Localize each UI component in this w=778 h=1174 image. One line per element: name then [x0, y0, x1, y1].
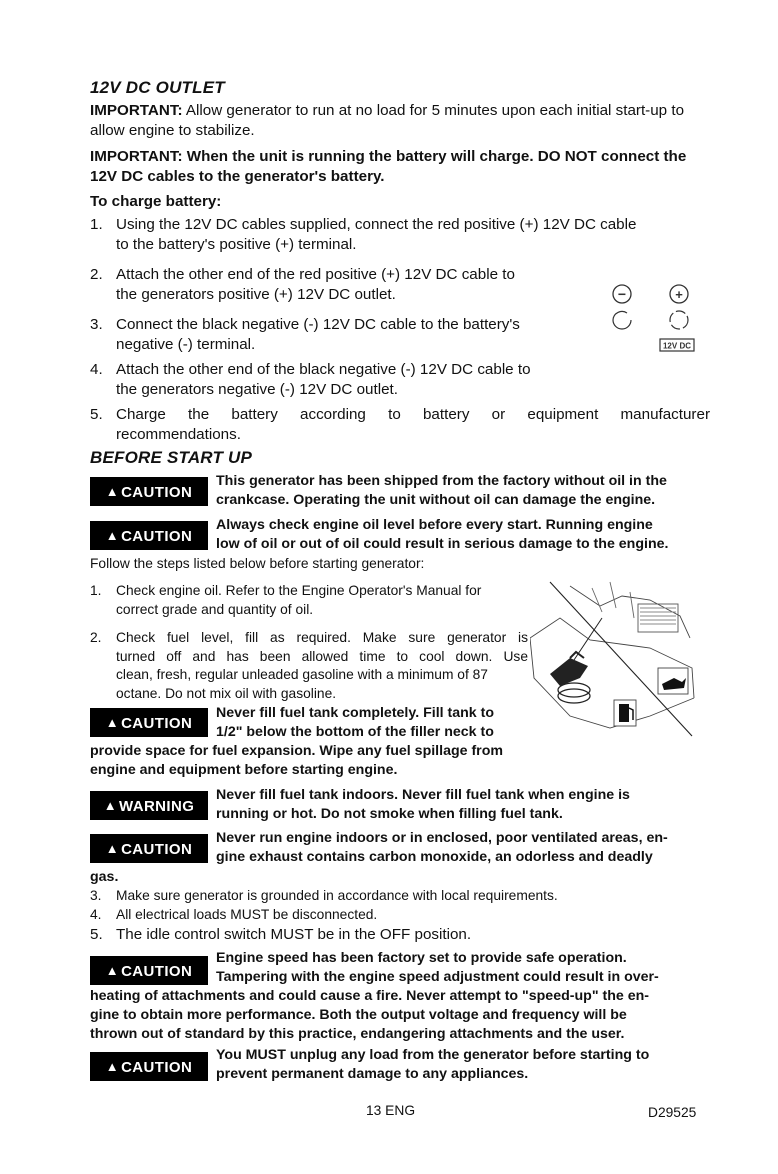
warning-triangle-icon: ▲ [105, 528, 120, 543]
step-line: recommendations. [116, 426, 241, 443]
dc-outlet-diagram [600, 272, 696, 356]
caution-fill-tank-cont [90, 742, 610, 780]
important-note-2: IMPORTANT: When the unit is running the battery will charge. DO NOT connect the 12V DC cables to the generator's battery. [90, 148, 687, 185]
page-number: 13 ENG [366, 1103, 416, 1118]
caution-line: provide space for fuel expansion. Wipe any fuel spillage from [90, 743, 503, 759]
step-number: 2. [90, 630, 102, 645]
caution-engine-speed-cont [90, 987, 696, 1044]
important-label: IMPORTANT: [90, 102, 183, 119]
step-line: octane. Do not mix oil with gasoline. [116, 685, 337, 701]
warning-line: running or hot. Do not smoke when filling fuel tank. [216, 806, 563, 822]
step-line: correct grade and quantity of oil. [116, 601, 314, 617]
step-line: Charge the battery according to battery or equipment manufacturer [116, 406, 710, 423]
step-line: Using the 12V DC cables supplied, connect the red positive (+) 12V DC cable [116, 216, 637, 233]
step-line: Check engine oil. Refer to the Engine Operator's Manual for [116, 583, 482, 598]
fuel-pump-icon [614, 700, 636, 726]
warning-triangle-icon: ▲ [105, 1059, 120, 1074]
step-number: 4. [90, 361, 103, 378]
step-number: 4. [90, 907, 102, 922]
caution-engine-speed [216, 949, 696, 987]
caution-check-oil [216, 516, 696, 554]
step-line: negative (-) terminal. [116, 336, 256, 353]
caution-line: You MUST unplug any load from the generator before starting to [216, 1047, 650, 1063]
warning-triangle-icon: ▲ [105, 715, 120, 730]
step-number: 3. [90, 316, 103, 333]
step-line: clean, fresh, regular unleaded gasoline with a minimum of 87 [116, 667, 488, 682]
step-line: to the battery's positive (+) terminal. [116, 236, 357, 253]
caution-line: engine and equipment before starting engine. [90, 762, 398, 778]
air-filter-grill [640, 608, 676, 624]
caution-badge [90, 477, 208, 506]
caution-label: CAUTION [121, 841, 193, 858]
caution-line: thrown out of standard by this practice, endangering attachments and the user. [90, 1026, 625, 1042]
step-number: 5. [90, 926, 103, 943]
step-number: 1. [90, 216, 103, 233]
section-heading-12v-dc-outlet: 12V DC OUTLET [90, 78, 225, 97]
caution-carbon-monoxide-cont: gas. [90, 869, 119, 885]
step-line: Connect the black negative (-) 12V DC cable to the battery's [116, 316, 520, 333]
fuel-can-icon [550, 652, 588, 686]
step-line: Make sure generator is grounded in accordance with local requirements. [116, 888, 558, 903]
caution-badge [90, 834, 208, 863]
warning-badge [90, 791, 208, 820]
filler-cap [558, 683, 590, 697]
caution-label: CAUTION [121, 528, 193, 545]
follow-steps-intro: Follow the steps listed below before starting generator: [90, 556, 425, 571]
step-number: 1. [90, 583, 102, 598]
step-line: The idle control switch MUST be in the OFF position. [116, 926, 472, 943]
negative-symbol: − [617, 286, 627, 302]
warning-triangle-icon: ▲ [105, 841, 120, 856]
warning-fill-indoors [216, 786, 696, 824]
caution-badge [90, 521, 208, 550]
caution-line: prevent permanent damage to any appliances. [216, 1066, 529, 1082]
step-line: the generators positive (+) 12V DC outlet. [116, 286, 396, 303]
step-line: Attach the other end of the red positive (+) 12V DC cable to [116, 266, 515, 283]
caution-line: Never run engine indoors or in enclosed, poor ventilated areas, en- [216, 830, 668, 846]
oil-can-icon [658, 668, 688, 694]
warning-label: WARNING [118, 798, 195, 815]
caution-badge [90, 956, 208, 985]
caution-line: 1/2" below the bottom of the filler neck to [216, 724, 494, 740]
caution-fill-tank [216, 704, 556, 742]
negative-outlet-icon [613, 320, 631, 329]
caution-line: Never fill fuel tank completely. Fill tank to [216, 705, 495, 721]
step-number: 2. [90, 266, 103, 283]
caution-line: Tampering with the engine speed adjustment could result in over- [216, 969, 659, 985]
caution-line: low of oil or out of oil could result in serious damage to the engine. [216, 536, 669, 552]
section-heading-before-start-up: BEFORE START UP [90, 448, 252, 467]
dc-label: 12V DC [662, 341, 692, 351]
caution-badge [90, 708, 208, 737]
step-number: 3. [90, 888, 102, 903]
caution-unplug-load [216, 1046, 696, 1084]
caution-badge [90, 1052, 208, 1081]
caution-line: crankcase. Operating the unit without oil can damage the engine. [216, 492, 656, 508]
caution-line: gine to obtain more performance. Both the output voltage and frequency will be [90, 1007, 627, 1023]
step-line: Check fuel level, fill as required. Make sure generator is [116, 630, 528, 645]
caution-label: CAUTION [121, 715, 193, 732]
positive-symbol: + [675, 287, 683, 302]
step-line: the generators negative (-) 12V DC outlet. [116, 381, 398, 398]
positive-outlet-icon [670, 311, 688, 329]
caution-label: CAUTION [121, 1059, 193, 1076]
document-code: D29525 [648, 1105, 697, 1120]
important-text: Allow generator to run at no load for 5 minutes upon each initial start-up to allow engine to stabilize. [90, 102, 685, 139]
step-line: All electrical loads MUST be disconnected. [116, 907, 378, 922]
warning-triangle-icon: ▲ [105, 963, 120, 978]
charge-battery-heading: To charge battery: [90, 193, 222, 210]
caution-line: gine exhaust contains carbon monoxide, an odorless and deadly [216, 849, 653, 865]
step-line: Attach the other end of the black negative (-) 12V DC cable to [116, 361, 531, 378]
caution-label: CAUTION [121, 484, 193, 501]
warning-triangle-icon: ▲ [103, 798, 117, 813]
caution-label: CAUTION [121, 963, 193, 980]
negative-outlet-arc [613, 311, 627, 320]
step-line: turned off and has been allowed time to cool down. Use [116, 648, 528, 664]
warning-line: Never fill fuel tank indoors. Never fill fuel tank when engine is [216, 787, 630, 803]
caution-line: Always check engine oil level before every start. Running engine [216, 517, 653, 533]
step-number: 5. [90, 406, 103, 423]
caution-oil-shipped [216, 472, 696, 510]
caution-line: This generator has been shipped from the factory without oil in the [216, 473, 667, 489]
warning-triangle-icon: ▲ [105, 484, 120, 499]
caution-carbon-monoxide [216, 829, 696, 867]
caution-line: Engine speed has been factory set to provide safe operation. [216, 950, 627, 966]
important-note-1 [90, 101, 690, 141]
caution-line: heating of attachments and could cause a fire. Never attempt to "speed-up" the en- [90, 988, 649, 1004]
